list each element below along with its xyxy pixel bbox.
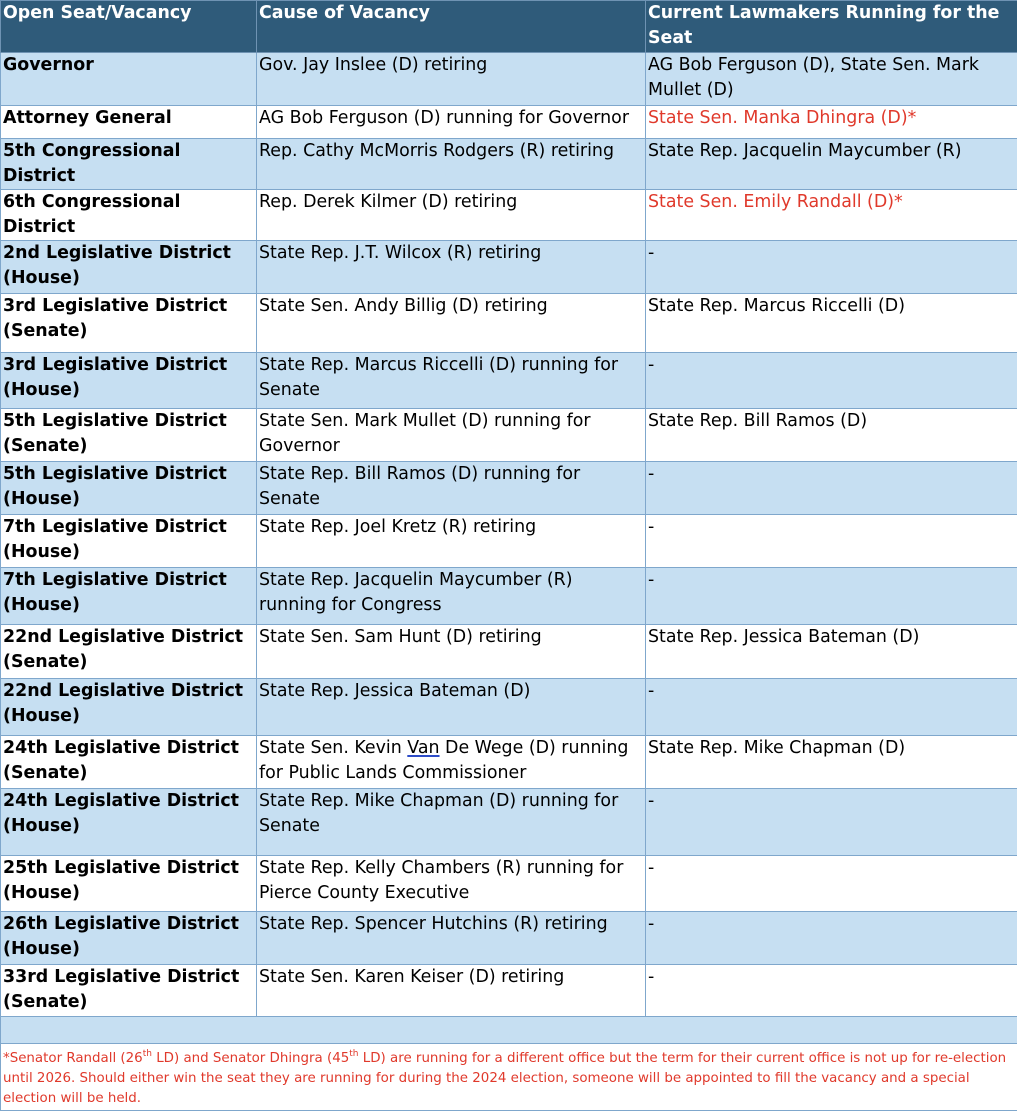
seat-cell: 3rd Legislative District (House) [1, 353, 257, 409]
seat-cell: 24th Legislative District (House) [1, 789, 257, 856]
table-row [1, 736, 1017, 789]
table-row [1, 294, 1017, 353]
seat-cell: 5th Congressional District [1, 139, 257, 190]
table-row [1, 190, 1017, 241]
running-cell: State Rep. Mike Chapman (D) [646, 736, 1017, 789]
table-row [1, 912, 1017, 965]
table-row [1, 241, 1017, 294]
cause-cell: State Rep. Joel Kretz (R) retiring [257, 515, 646, 568]
seat-cell: 24th Legislative District (Senate) [1, 736, 257, 789]
cause-cell: State Sen. Karen Keiser (D) retiring [257, 965, 646, 1017]
table-row [1, 139, 1017, 190]
footnote-text: LD) are running for a different office but the term for their current office is not up for re-election until 2026. Should either win the seat they are running for during the 2024 election, someone will be appointed to fill the vacancy and a special election will be held. [3, 1051, 1006, 1106]
table-row [1, 515, 1017, 568]
running-cell: AG Bob Ferguson (D), State Sen. Mark Mullet (D) [646, 53, 1017, 106]
table-row [1, 353, 1017, 409]
cause-text-start: State Sen. Kevin [259, 738, 407, 758]
footnote-text: LD) and Senator Dhingra (45 [152, 1051, 349, 1066]
running-cell: - [646, 789, 1017, 856]
table-row [1, 965, 1017, 1017]
table-row [1, 409, 1017, 462]
cause-cell: State Sen. Andy Billig (D) retiring [257, 294, 646, 353]
running-cell: - [646, 965, 1017, 1017]
cause-cell: State Rep. J.T. Wilcox (R) retiring [257, 241, 646, 294]
spellcheck-underlined-word: Van [407, 738, 439, 758]
running-cell: State Rep. Jacquelin Maycumber (R) [646, 139, 1017, 190]
seat-cell: 26th Legislative District (House) [1, 912, 257, 965]
cause-cell: Rep. Cathy McMorris Rodgers (R) retiring [257, 139, 646, 190]
table-row [1, 462, 1017, 515]
table-row [1, 856, 1017, 912]
blank-cell [1, 1017, 1017, 1044]
seat-cell: Governor [1, 53, 257, 106]
running-cell: State Rep. Marcus Riccelli (D) [646, 294, 1017, 353]
header-open-seat: Open Seat/Vacancy [1, 1, 257, 53]
cause-cell: Gov. Jay Inslee (D) retiring [257, 53, 646, 106]
running-cell: State Sen. Emily Randall (D)* [646, 190, 1017, 241]
cause-cell: State Rep. Spencer Hutchins (R) retiring [257, 912, 646, 965]
seat-cell: 22nd Legislative District (Senate) [1, 625, 257, 679]
running-cell: - [646, 353, 1017, 409]
running-cell: - [646, 241, 1017, 294]
seat-cell: Attorney General [1, 106, 257, 139]
footnote-superscript: th [143, 1049, 152, 1059]
seat-cell: 5th Legislative District (Senate) [1, 409, 257, 462]
cause-cell: State Sen. Mark Mullet (D) running for Governor [257, 409, 646, 462]
table-row [1, 568, 1017, 625]
running-cell: - [646, 462, 1017, 515]
cause-cell: Rep. Derek Kilmer (D) retiring [257, 190, 646, 241]
running-cell: - [646, 912, 1017, 965]
cause-text-end: De Wege (D) running for Public Lands Commissioner [259, 738, 628, 783]
running-cell: - [646, 568, 1017, 625]
table-row [1, 625, 1017, 679]
cause-cell: AG Bob Ferguson (D) running for Governor [257, 106, 646, 139]
cause-cell [257, 736, 646, 789]
footnote-superscript: th [349, 1049, 358, 1059]
footnote-row [1, 1044, 1017, 1111]
header-row [1, 1, 1017, 53]
table-row [1, 679, 1017, 736]
running-cell: - [646, 679, 1017, 736]
cause-cell: State Rep. Jessica Bateman (D) [257, 679, 646, 736]
seat-cell: 7th Legislative District (House) [1, 568, 257, 625]
seat-cell: 25th Legislative District (House) [1, 856, 257, 912]
seat-cell: 33rd Legislative District (Senate) [1, 965, 257, 1017]
header-cause: Cause of Vacancy [257, 1, 646, 53]
cause-cell: State Rep. Marcus Riccelli (D) running for Senate [257, 353, 646, 409]
running-cell: State Sen. Manka Dhingra (D)* [646, 106, 1017, 139]
table-row [1, 106, 1017, 139]
cause-cell: State Rep. Kelly Chambers (R) running for Pierce County Executive [257, 856, 646, 912]
cause-cell: State Rep. Bill Ramos (D) running for Senate [257, 462, 646, 515]
seat-cell: 6th Congressional District [1, 190, 257, 241]
running-cell: State Rep. Jessica Bateman (D) [646, 625, 1017, 679]
table-row [1, 53, 1017, 106]
running-cell: - [646, 515, 1017, 568]
seat-cell: 5th Legislative District (House) [1, 462, 257, 515]
cause-cell: State Sen. Sam Hunt (D) retiring [257, 625, 646, 679]
cause-cell: State Rep. Jacquelin Maycumber (R) running for Congress [257, 568, 646, 625]
cause-cell: State Rep. Mike Chapman (D) running for Senate [257, 789, 646, 856]
seat-cell: 3rd Legislative District (Senate) [1, 294, 257, 353]
seat-cell: 22nd Legislative District (House) [1, 679, 257, 736]
header-running: Current Lawmakers Running for the Seat [646, 1, 1017, 53]
footnote [1, 1044, 1017, 1111]
blank-row [1, 1017, 1017, 1044]
running-cell: State Rep. Bill Ramos (D) [646, 409, 1017, 462]
seat-cell: 2nd Legislative District (House) [1, 241, 257, 294]
running-cell: - [646, 856, 1017, 912]
table-row [1, 789, 1017, 856]
footnote-text: *Senator Randall (26 [3, 1051, 143, 1066]
seat-cell: 7th Legislative District (House) [1, 515, 257, 568]
